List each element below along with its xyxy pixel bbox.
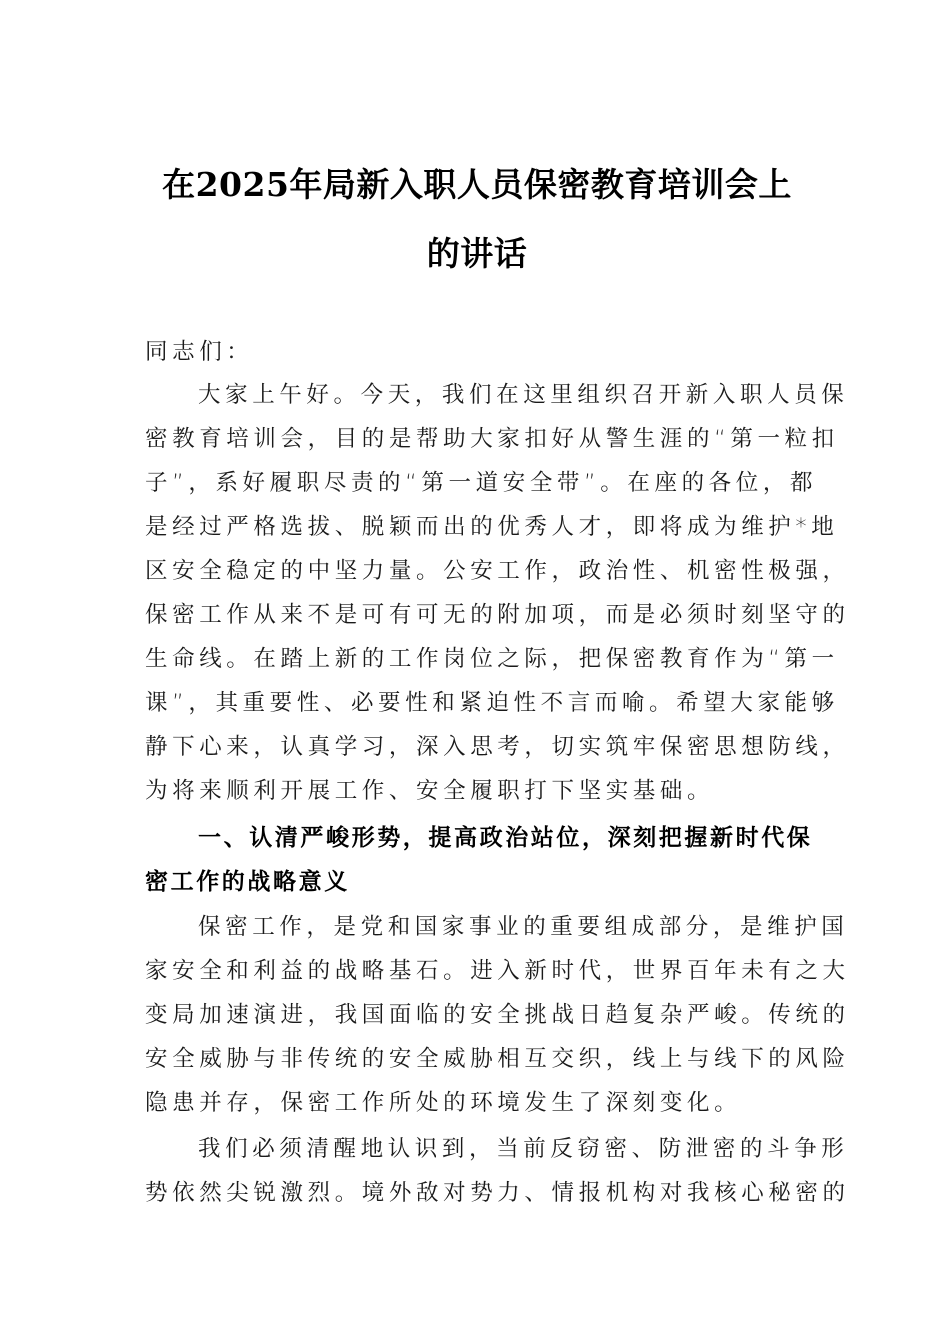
document-title-line-1: 在2025年局新入职人员保密教育培训会上 xyxy=(162,165,792,204)
paragraph-line: 家安全和利益的战略基石。进入新时代，世界百年未有之大 xyxy=(145,958,850,984)
paragraph-line: 势依然尖锐激烈。境外敌对势力、情报机构对我核心秘密的 xyxy=(145,1180,850,1206)
paragraph-line: 静下心来，认真学习，深入思考，切实筑牢保密思想防线， xyxy=(145,734,850,760)
paragraph-line: 密教育培训会，目的是帮助大家扣好从警生涯的“第一粒扣 xyxy=(145,426,839,452)
paragraph-line: 变局加速演进，我国面临的安全挑战日趋复杂严峻。传统的 xyxy=(145,1002,850,1028)
paragraph-line: 大家上午好。今天，我们在这里组织召开新入职人员保 xyxy=(198,382,849,408)
paragraph-line: 课”，其重要性、必要性和紧迫性不言而喻。希望大家能够 xyxy=(145,690,839,716)
paragraph-line: 隐患并存，保密工作所处的环境发生了深刻变化。 xyxy=(145,1090,742,1116)
paragraph-line: 我们必须清醒地认识到，当前反窃密、防泄密的斗争形 xyxy=(198,1136,849,1162)
document-title-line-2: 的讲话 xyxy=(426,234,528,273)
section-heading-line: 一、认清严峻形势，提高政治站位，深刻把握新时代保 xyxy=(198,825,813,851)
paragraph-line: 区安全稳定的中坚力量。公安工作，政治性、机密性极强， xyxy=(145,558,850,584)
paragraph-line: 保密工作，是党和国家事业的重要组成部分，是维护国 xyxy=(198,914,849,940)
paragraph-line: 安全威胁与非传统的安全威胁相互交织，线上与线下的风险 xyxy=(145,1046,850,1072)
paragraph-line: 子”，系好履职尽责的“第一道安全带”。在座的各位，都 xyxy=(145,470,818,496)
salutation: 同志们： xyxy=(145,339,254,365)
paragraph-line: 生命线。在踏上新的工作岗位之际，把保密教育作为“第一 xyxy=(145,646,839,672)
paragraph-line: 保密工作从来不是可有可无的附加项，而是必须时刻坚守的 xyxy=(145,602,850,628)
section-heading-line: 密工作的战略意义 xyxy=(145,869,350,895)
paragraph-line: 是经过严格选拔、脱颖而出的优秀人才，即将成为维护*地 xyxy=(145,514,839,540)
paragraph-line: 为将来顺利开展工作、安全履职打下坚实基础。 xyxy=(145,778,715,804)
